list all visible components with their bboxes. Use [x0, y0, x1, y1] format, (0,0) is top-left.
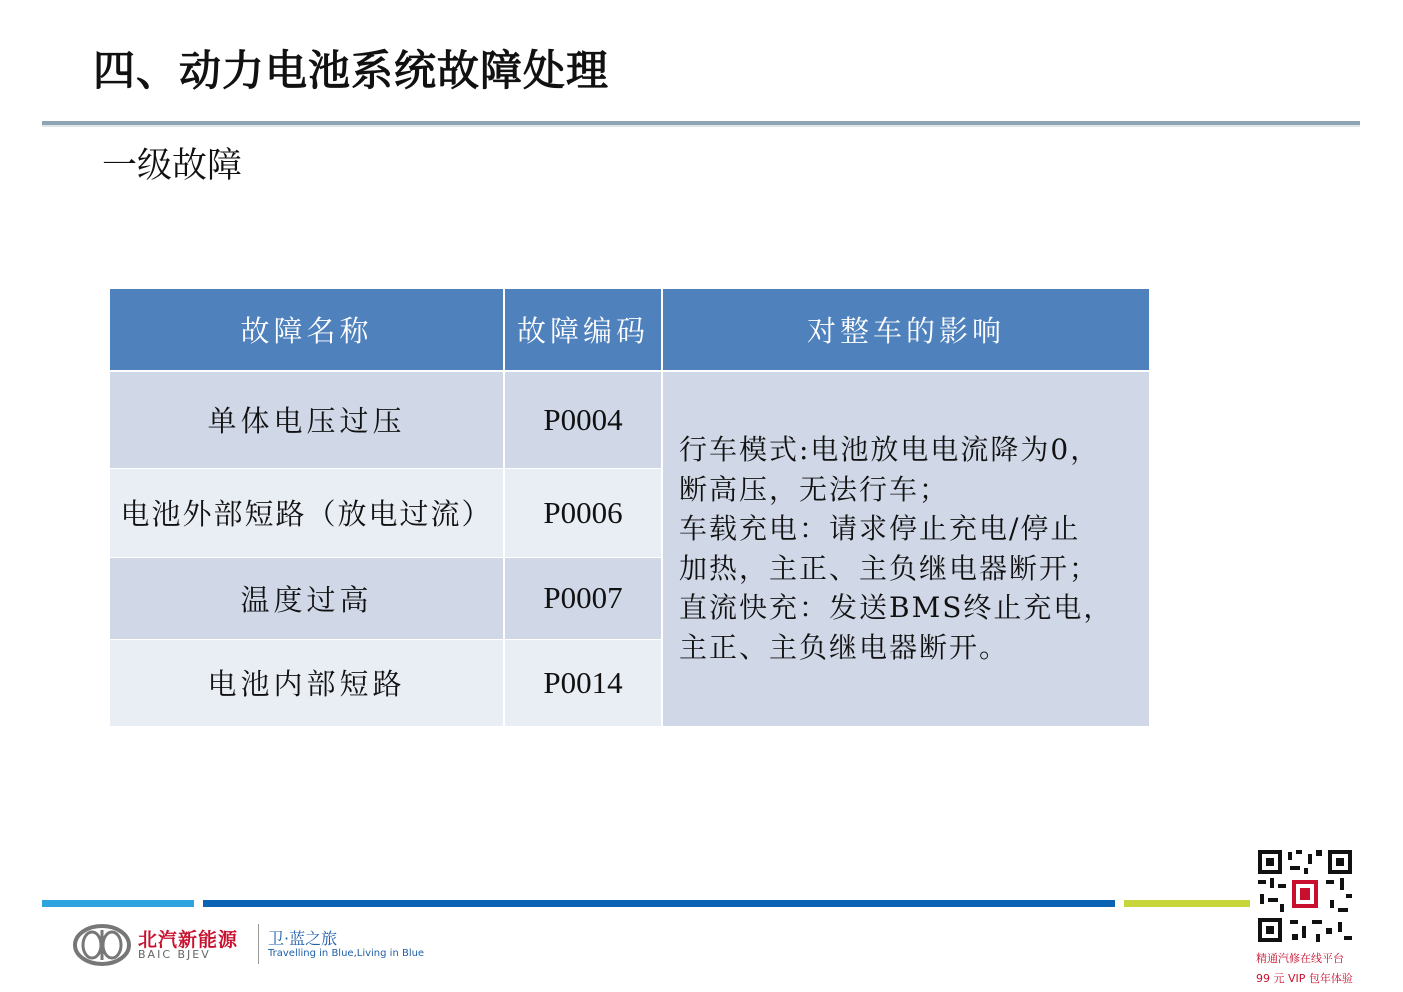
footer-bar-green	[1124, 900, 1250, 907]
impact-line: 行车模式:电池放电电流降为0，	[679, 433, 1101, 467]
brand-name-en: BAIC BJEV	[138, 948, 211, 961]
impact-line: 加热，主正、主负继电器断开；	[679, 551, 1100, 585]
impact-line: 车载充电：请求停止充电/停止	[679, 512, 1081, 546]
table-row	[110, 371, 1150, 468]
fault-code-cell: P0006	[504, 468, 662, 557]
baic-logo-icon	[72, 922, 132, 968]
qr-code-icon	[1256, 848, 1354, 944]
fault-code-cell: P0007	[504, 557, 662, 639]
qr-caption-bottom: 99 元 VIP 包年体验	[1256, 972, 1353, 985]
impact-line: 主正、主负继电器断开。	[679, 630, 1010, 664]
fault-name-cell: 电池内部短路	[110, 639, 504, 726]
header-fault-code: 故障编码	[504, 289, 662, 371]
table-header-row	[110, 289, 1150, 371]
brand-separator	[258, 924, 259, 964]
vehicle-impact-cell	[662, 371, 1150, 726]
fault-name-cell: 单体电压过压	[110, 371, 504, 468]
fault-code-cell: P0004	[504, 371, 662, 468]
slogan-cn: 卫·蓝之旅	[268, 929, 338, 948]
header-vehicle-impact: 对整车的影响	[662, 289, 1150, 371]
header-fault-name: 故障名称	[110, 289, 504, 371]
fault-name-cell: 电池外部短路（放电过流）	[110, 468, 504, 557]
fault-name-cell: 温度过高	[110, 557, 504, 639]
qr-caption-top: 精通汽修在线平台	[1256, 952, 1344, 965]
page-title: 四、动力电池系统故障处理	[93, 46, 610, 95]
fault-code-cell: P0014	[504, 639, 662, 726]
impact-line: 断高压，无法行车；	[679, 472, 950, 506]
brand-name-cn: 北汽新能源	[138, 929, 239, 951]
section-subtitle: 一级故障	[102, 146, 243, 186]
impact-line: 直流快充：发送BMS终止充电，	[679, 591, 1114, 625]
fault-table	[110, 289, 1151, 727]
title-divider-shadow	[42, 125, 1360, 127]
footer-bar-light-blue	[42, 900, 194, 907]
footer-brand-block	[72, 920, 425, 970]
footer-bar-blue	[203, 900, 1115, 907]
slogan-en: Travelling in Blue,Living in Blue	[268, 948, 425, 959]
